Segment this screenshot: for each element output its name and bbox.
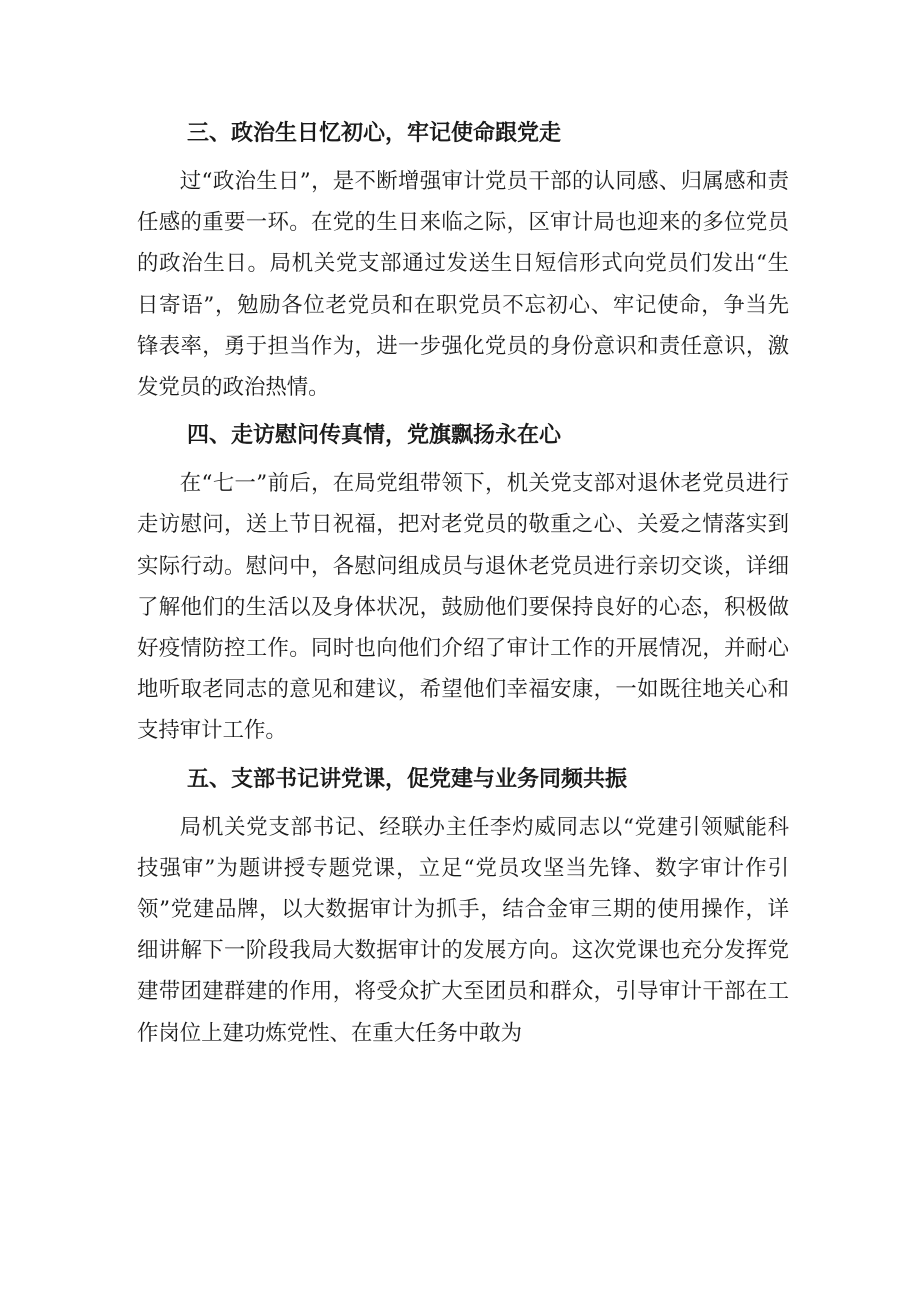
section-heading-3: 三、政治生日忆初心，牢记使命跟党走: [187, 121, 562, 146]
section-heading-4: 四、走访慰问传真情，党旗飘扬永在心: [187, 423, 562, 449]
section-paragraph-5: 局机关党支部书记、经联办主任李灼威同志以“党建引领赋能科技强审”为题讲授专题党课，立足“党员攻坚当先锋、数字审计作引领”党建品牌，以大数据审计为抓手，结合金审三期的使用操作，详细讲解下一阶段我局大数据审计的发展方向。这次党课也充分发挥党建带团建群建的作用，将受众扩大至团员和群众，引导审计干部在工作岗位上建功炼党性、在重大任务中敢为: [137, 814, 789, 1046]
section-paragraph-4: 在“七一”前后，在局党组带领下，机关党支部对退休老党员进行走访慰问，送上节日祝福，把对老党员的敬重之心、关爱之情落实到实际行动。慰问中，各慰问组成员与退休老党员进行亲切交谈，详细了解他们的生活以及身体状况，鼓励他们要保持良好的心态，积极做好疫情防控工作。同时也向他们介绍了审计工作的开展情况，并耐心地听取老同志的意见和建议，希望他们幸福安康，一如既往地关心和支持审计工作。: [137, 471, 789, 744]
document-body: [137, 106, 789, 1054]
section-heading-5: 五、支部书记讲党课，促党建与业务同频共振: [187, 766, 628, 792]
section-paragraph-3: 过“政治生日”，是不断增强审计党员干部的认同感、归属感和责任感的重要一环。在党的生日来临之际，区审计局也迎来的多位党员的政治生日。局机关党支部通过发送生日短信形式向党员们发出“生日寄语”，勉励各位老党员和在职党员不忘初心、牢记使命，争当先锋表率，勇于担当作为，进一步强化党员的身份意识和责任意识，激发党员的政治热情。: [137, 169, 789, 401]
